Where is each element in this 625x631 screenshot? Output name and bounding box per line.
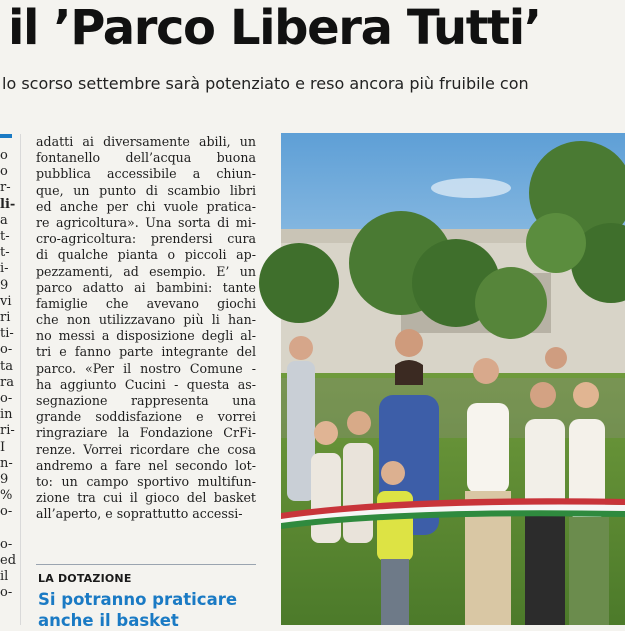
body-line: re agricoltura». Una sorta di mi- — [36, 214, 256, 230]
left-column-fragment-line: o- — [0, 391, 13, 407]
left-column-fragment-line: li- — [0, 196, 16, 212]
body-line: no messi a disposizione degli al- — [36, 328, 256, 344]
article-body — [36, 134, 256, 523]
left-column-fragment-line — [0, 521, 14, 537]
headline: il ’Parco Libera Tutti’ — [8, 0, 541, 56]
cloud — [431, 178, 511, 198]
left-column-fragment-line: il — [0, 569, 9, 585]
body-line: zione tra cui il gioco del basket — [36, 490, 256, 506]
left-column-fragment-line: o- — [0, 585, 13, 601]
left-column-fragment-line: 9 — [0, 277, 9, 293]
subtitle: lo scorso settembre sarà potenziato e reso ancora più fruibile con — [2, 74, 529, 93]
body-line: renze. Vorrei ricordare che cosa — [36, 441, 256, 457]
body-line: cro-agricoltura: prendersi cura — [36, 231, 256, 247]
body-line: segnazione rappresenta una — [36, 393, 256, 408]
left-column-fragment-line: ri — [0, 310, 11, 326]
left-column-fragment-line: o- — [0, 504, 13, 520]
body-line: que, un punto di scambio libri — [36, 182, 256, 198]
photo-ribbon-cutting — [281, 133, 625, 625]
body-line: ringraziare la Fondazione CrFi- — [36, 425, 256, 441]
left-column-fragment-line: t- — [0, 229, 10, 245]
body-line: all’aperto, e soprattutto accessi- — [36, 506, 243, 522]
left-column-fragment-line: i- — [0, 261, 9, 277]
left-column-fragment-line: ed — [0, 553, 17, 569]
left-column-fragment-line: % — [0, 488, 13, 504]
left-column-fragment-line: ra — [0, 374, 14, 390]
left-column-fragment — [0, 134, 17, 625]
box-title-line: anche il basket — [38, 611, 179, 630]
body-line: grande soddisfazione e vorrei — [36, 409, 256, 425]
left-column-fragment-line: o — [0, 164, 8, 180]
body-line: to: un campo sportivo multifun- — [36, 473, 256, 489]
left-column-fragment-line: vi — [0, 293, 12, 309]
left-column-fragment-line: o- — [0, 536, 13, 552]
body-line: famiglie che avevano giochi — [36, 295, 256, 311]
left-column-fragment-line: 9 — [0, 472, 9, 488]
body-line: fontanello dell’acqua buona — [36, 150, 256, 166]
left-column-fragment-line: o- — [0, 342, 13, 358]
body-line: che non utilizzavano più li han- — [36, 312, 256, 328]
left-column-fragment-line: o — [0, 148, 8, 163]
body-line: andremo a fare nel secondo lot- — [36, 457, 256, 473]
box-title-line: Si potranno praticare — [38, 590, 238, 609]
body-line: adatti ai diversamente abili, un — [36, 134, 256, 149]
column-divider — [20, 134, 21, 625]
body-line: pezzamenti, ad esempio. E’ un — [36, 263, 256, 279]
left-column-text — [0, 148, 17, 602]
box-title — [38, 589, 268, 631]
left-column-fragment-line: ri- — [0, 423, 15, 439]
left-column-fragment-line: n- — [0, 455, 13, 471]
box-kicker: LA DOTAZIONE — [38, 572, 132, 585]
body-line: di qualche pianta o piccoli ap- — [36, 247, 256, 263]
body-line: ha aggiunto Cucini - questa as- — [36, 376, 256, 392]
body-line: ed anche per chi vuole pratica- — [36, 198, 256, 214]
box-divider — [36, 564, 256, 565]
left-column-fragment-line: a — [0, 212, 8, 228]
left-column-fragment-line: ti- — [0, 326, 14, 342]
body-line: tri e fanno parte integrante del — [36, 344, 256, 360]
photo-illustration — [281, 133, 625, 625]
body-line: pubblica accessibile a chiun- — [36, 166, 256, 182]
body-line: parco. «Per il nostro Comune - — [36, 360, 256, 376]
left-column-fragment-line: r- — [0, 180, 11, 196]
column-accent-bar — [0, 134, 12, 138]
left-column-fragment-line: I — [0, 439, 6, 455]
left-column-fragment-line: ta — [0, 358, 13, 374]
left-column-fragment-line: t- — [0, 245, 10, 261]
left-column-fragment-line: in — [0, 407, 13, 423]
body-line: parco adatto ai bambini: tante — [36, 279, 256, 295]
